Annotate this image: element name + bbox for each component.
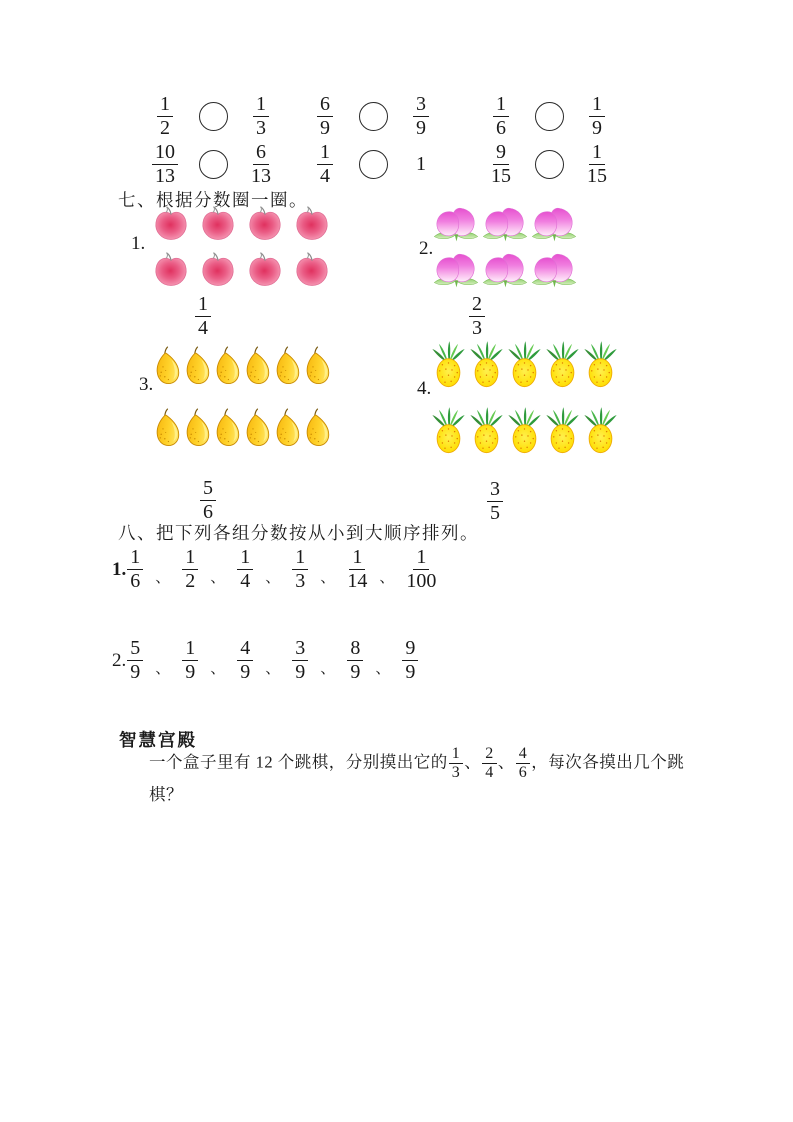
fraction-denominator: 3	[451, 763, 461, 781]
list-separator: 、	[210, 661, 226, 677]
group-1-fraction	[195, 294, 211, 339]
fraction-10-13	[152, 142, 178, 187]
comparison-answer-circle	[359, 150, 388, 179]
group-2-fraction	[469, 294, 485, 339]
fraction-denominator: 6	[203, 501, 213, 523]
fraction-numerator: 4	[237, 638, 253, 661]
compare-row	[478, 140, 620, 188]
pineapple-icon	[431, 401, 466, 457]
fraction-denominator: 4	[240, 570, 251, 592]
fraction-1-9	[589, 94, 605, 139]
group-4-fraction	[487, 479, 503, 524]
group-2-peach-grid	[431, 205, 578, 292]
fraction-5-6	[200, 478, 216, 523]
list-separator: 、	[497, 752, 515, 772]
fraction-comparison-grid	[0, 92, 793, 188]
apple-icon	[198, 249, 238, 289]
pineapple-icon	[507, 335, 542, 391]
section7-title: 七、根据分数圈一圈。	[118, 190, 308, 210]
apple-icon	[198, 203, 238, 243]
fraction-numerator: 1	[449, 746, 464, 764]
pineapple-icon	[469, 335, 504, 391]
pear-icon	[184, 407, 211, 449]
fraction-3-9	[292, 638, 308, 683]
fraction-denominator: 9	[350, 661, 361, 683]
fraction-denominator: 9	[405, 661, 416, 683]
fraction-denominator: 13	[155, 164, 175, 187]
fraction-1-4	[317, 142, 333, 187]
compare-column-1	[142, 92, 284, 188]
list-separator: 、	[320, 570, 336, 586]
comparison-answer-circle	[199, 150, 228, 179]
pear-icon	[304, 407, 331, 449]
peach-icon	[531, 251, 577, 292]
fraction-1-2	[157, 94, 173, 139]
peach-icon	[531, 205, 577, 246]
fraction-denominator: 9	[416, 116, 426, 139]
apple-icon	[245, 203, 285, 243]
ordering-row-1	[112, 547, 436, 592]
apple-icon	[292, 249, 332, 289]
fraction-denominator: 9	[240, 661, 251, 683]
fraction-numerator: 6	[317, 94, 333, 117]
fraction-6-13	[251, 142, 271, 187]
compare-row	[302, 140, 444, 188]
pear-icon	[214, 407, 241, 449]
group-4-pineapple-grid	[429, 335, 619, 457]
fraction-denominator: 9	[320, 116, 330, 139]
ordering-row-label: 1.	[112, 558, 127, 580]
fraction-9-15	[491, 142, 511, 187]
fraction-denominator: 15	[491, 164, 511, 187]
fraction-1-4	[195, 294, 211, 339]
fraction-numerator: 9	[493, 142, 509, 165]
fraction-1-3	[253, 94, 269, 139]
group-3-fraction	[200, 478, 216, 523]
fraction-2-4	[482, 746, 497, 782]
group-1-label: 1.	[131, 233, 146, 254]
whole-number-1: 1	[416, 152, 426, 175]
apple-icon	[292, 203, 332, 243]
ordering-row-2	[112, 638, 418, 683]
compare-column-3	[478, 92, 620, 188]
comparison-answer-circle	[199, 102, 228, 131]
fraction-1-6	[493, 94, 509, 139]
fraction-1-2	[182, 547, 198, 592]
fraction-1-9	[182, 638, 198, 683]
fraction-numerator: 6	[253, 142, 269, 165]
fraction-numerator: 1	[493, 94, 509, 117]
fraction-denominator: 4	[320, 164, 330, 187]
fraction-1-15	[587, 142, 607, 187]
pear-icon	[304, 345, 331, 387]
fraction-numerator: 8	[347, 638, 363, 661]
fraction-denominator: 2	[160, 116, 170, 139]
list-separator: 、	[375, 661, 391, 677]
fraction-numerator: 1	[349, 547, 365, 570]
pineapple-icon	[545, 335, 580, 391]
fraction-numerator: 5	[127, 638, 143, 661]
pineapple-icon	[469, 401, 504, 457]
fraction-numerator: 9	[402, 638, 418, 661]
fraction-numerator: 1	[413, 547, 429, 570]
comparison-answer-circle	[535, 102, 564, 131]
fraction-3-5	[487, 479, 503, 524]
apple-icon	[151, 249, 191, 289]
fraction-numerator: 1	[292, 547, 308, 570]
compare-row	[302, 92, 444, 140]
fraction-denominator: 3	[472, 317, 482, 339]
fraction-numerator: 3	[413, 94, 429, 117]
fraction-numerator: 1	[195, 294, 211, 317]
fraction-denominator: 6	[518, 763, 528, 781]
list-separator: 、	[155, 661, 171, 677]
pineapple-icon	[431, 335, 466, 391]
fraction-numerator: 5	[200, 478, 216, 501]
fraction-numerator: 4	[516, 746, 531, 764]
fraction-denominator: 100	[406, 570, 437, 592]
list-separator: 、	[265, 661, 281, 677]
peach-icon	[482, 205, 528, 246]
wisdom-question: 一个盒子里有 12 个跳棋，分别摸出它的 $\frac{1}{3}$ 、 $\frac{2}{4}$ 、 $\frac{4}{6}$ ，每次各摸出几个跳棋？	[149, 745, 685, 804]
group-3-pear-grid	[152, 345, 332, 449]
list-separator: 、	[464, 752, 482, 772]
pineapple-icon	[507, 401, 542, 457]
peach-icon	[433, 251, 479, 292]
fraction-denominator: 9	[592, 116, 602, 139]
pineapple-icon	[583, 401, 618, 457]
list-separator: 、	[155, 570, 171, 586]
fraction-8-9	[347, 638, 363, 683]
fraction-denominator: 15	[587, 164, 607, 187]
fraction-numerator: 2	[482, 746, 497, 764]
pineapple-icon	[545, 401, 580, 457]
list-separator: 、	[265, 570, 281, 586]
fraction-numerator: 1	[589, 94, 605, 117]
fraction-4-9	[237, 638, 253, 683]
pear-icon	[154, 407, 181, 449]
list-separator: 、	[320, 661, 336, 677]
peach-icon	[433, 205, 479, 246]
fraction-1-6	[127, 547, 143, 592]
fraction-denominator: 9	[295, 661, 306, 683]
compare-row	[142, 92, 284, 140]
fraction-1-3	[292, 547, 308, 592]
fraction-9-9	[402, 638, 418, 683]
fraction-denominator: 6	[496, 116, 506, 139]
list-separator: 、	[379, 570, 395, 586]
pear-icon	[154, 345, 181, 387]
fraction-denominator: 2	[185, 570, 196, 592]
pear-icon	[244, 407, 271, 449]
pear-icon	[244, 345, 271, 387]
fraction-denominator: 9	[130, 661, 141, 683]
fraction-denominator: 4	[485, 763, 494, 781]
peach-icon	[482, 251, 528, 292]
pear-icon	[184, 345, 211, 387]
fraction-denominator: 14	[347, 570, 368, 592]
fraction-numerator: 1	[182, 638, 198, 661]
wisdom-title: 智慧宫殿	[119, 730, 197, 750]
pear-icon	[274, 407, 301, 449]
fraction-1-14	[347, 547, 367, 592]
fraction-numerator: 1	[157, 94, 173, 117]
fraction-3-9	[413, 94, 429, 139]
fraction-numerator: 10	[152, 142, 178, 165]
fraction-5-9	[127, 638, 143, 683]
fraction-numerator: 1	[253, 94, 269, 117]
fraction-denominator: 13	[251, 164, 271, 187]
ordering-row-label: 2.	[112, 649, 127, 671]
fraction-4-6	[516, 746, 531, 782]
apple-icon	[151, 203, 191, 243]
fraction-numerator: 2	[469, 294, 485, 317]
fraction-numerator: 3	[487, 479, 503, 502]
compare-column-2	[302, 92, 444, 188]
comparison-answer-circle	[359, 102, 388, 131]
fraction-denominator: 9	[185, 661, 196, 683]
fraction-2-3	[469, 294, 485, 339]
comparison-answer-circle	[535, 150, 564, 179]
fraction-denominator: 4	[198, 317, 208, 339]
fraction-denominator: 3	[295, 570, 306, 592]
apple-icon	[245, 249, 285, 289]
pineapple-icon	[583, 335, 618, 391]
section8-title: 八、把下列各组分数按从小到大顺序排列。	[118, 523, 479, 543]
fraction-numerator: 1	[127, 547, 143, 570]
fraction-1-3	[449, 746, 464, 782]
fraction-1-100	[406, 547, 436, 592]
fraction-1-4	[237, 547, 253, 592]
fraction-denominator: 5	[490, 502, 500, 524]
compare-row	[142, 140, 284, 188]
fraction-numerator: 1	[237, 547, 253, 570]
pear-icon	[274, 345, 301, 387]
compare-row	[478, 92, 620, 140]
group-4-label: 4.	[417, 378, 432, 399]
group-1-apple-grid	[147, 203, 335, 289]
group-3-label: 3.	[139, 374, 154, 395]
fraction-numerator: 3	[292, 638, 308, 661]
group-2-label: 2.	[419, 238, 434, 259]
fraction-denominator: 6	[130, 570, 141, 592]
fraction-numerator: 1	[182, 547, 198, 570]
fraction-numerator: 1	[589, 142, 605, 165]
pear-icon	[214, 345, 241, 387]
fraction-numerator: 1	[317, 142, 333, 165]
fraction-denominator: 3	[256, 116, 266, 139]
list-separator: 、	[210, 570, 226, 586]
fraction-6-9	[317, 94, 333, 139]
